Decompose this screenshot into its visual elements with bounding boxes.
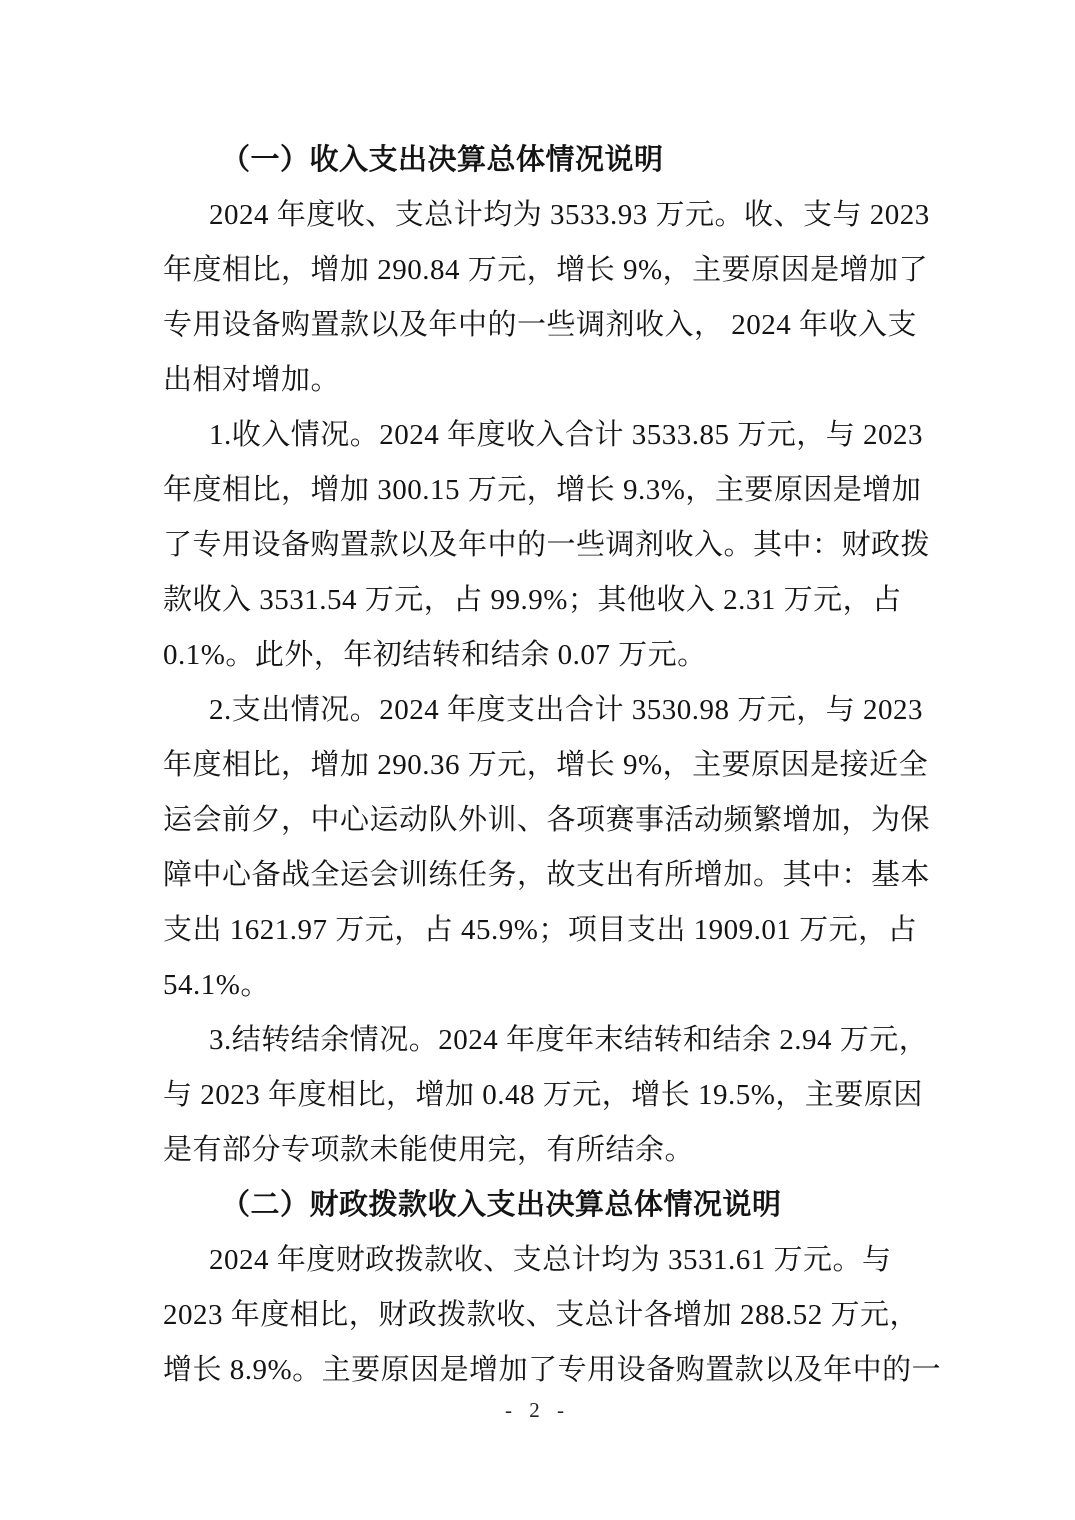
text-line: 与 2023 年度相比，增加 0.48 万元，增长 19.5%，主要原因	[163, 1079, 923, 1111]
text-line: 年度相比，增加 290.36 万元，增长 9%，主要原因是接近全	[163, 749, 929, 781]
text-line: 了专用设备购置款以及年中的一些调剂收入。其中：财政拨	[163, 529, 931, 561]
text-line: 出相对增加。	[163, 364, 341, 396]
text-line: 款收入 3531.54 万元，占 99.9%；其他收入 2.31 万元，占	[163, 584, 902, 616]
text-line: 年度相比，增加 290.84 万元，增长 9%，主要原因是增加了	[163, 254, 929, 286]
text-line: 年度相比，增加 300.15 万元，增长 9.3%，主要原因是增加	[163, 474, 922, 506]
text-line: 54.1%。	[163, 969, 270, 1001]
text-line: 支出 1621.97 万元，占 45.9%；项目支出 1909.01 万元，占	[163, 914, 918, 946]
section-heading: （一）收入支出决算总体情况说明	[221, 144, 664, 176]
text-line: 专用设备购置款以及年中的一些调剂收入， 2024 年收入支	[163, 309, 918, 341]
page-number: - 2 -	[505, 1398, 570, 1422]
text-line: 3.结转结余情况。2024 年度年末结转和结余 2.94 万元，	[209, 1024, 929, 1056]
text-line: 1.收入情况。2024 年度收入合计 3533.85 万元，与 2023	[209, 419, 924, 451]
document-body	[163, 133, 942, 1398]
text-line: 2.支出情况。2024 年度支出合计 3530.98 万元，与 2023	[209, 694, 924, 726]
text-line: 运会前夕，中心运动队外训、各项赛事活动频繁增加，为保	[163, 804, 931, 836]
text-line: 0.1%。此外，年初结转和结余 0.07 万元。	[163, 639, 707, 671]
text-line: 是有部分专项款未能使用完，有所结余。	[163, 1134, 695, 1166]
text-line: 2024 年度收、支总计均为 3533.93 万元。收、支与 2023	[209, 199, 930, 231]
text-line: 增长 8.9%。主要原因是增加了专用设备购置款以及年中的一	[163, 1354, 942, 1386]
text-line: 障中心备战全运会训练任务，故支出有所增加。其中：基本	[163, 859, 931, 891]
section-heading: （二）财政拨款收入支出决算总体情况说明	[221, 1189, 782, 1221]
text-line: 2024 年度财政拨款收、支总计均为 3531.61 万元。与	[209, 1244, 892, 1276]
text-line: 2023 年度相比，财政拨款收、支总计各增加 288.52 万元，	[163, 1299, 920, 1331]
